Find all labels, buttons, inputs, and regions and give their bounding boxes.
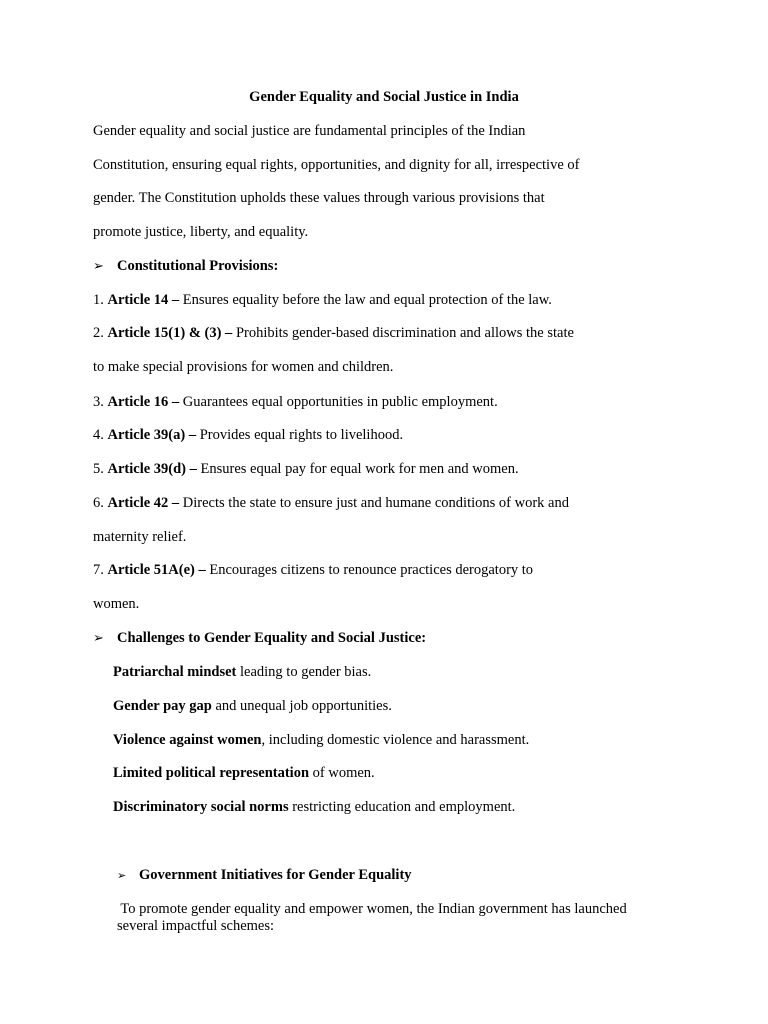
article-number: 6.	[93, 495, 104, 511]
article-item	[93, 494, 569, 512]
challenge-text: of women.	[309, 765, 375, 781]
closing-line-1: To promote gender equality and empower women, the Indian government has launched	[117, 901, 627, 917]
article-number: 1.	[93, 292, 104, 308]
article-text: Encourages citizens to renounce practices derogatory to	[209, 562, 534, 578]
arrow-bullet-icon: ➢	[93, 631, 104, 646]
article-item	[93, 426, 403, 444]
article-item	[93, 561, 533, 579]
article-text: Ensures equal pay for equal work for men and women.	[200, 461, 519, 477]
article-text: Guarantees equal opportunities in public employment.	[182, 394, 498, 410]
document-title: Gender Equality and Social Justice in India	[249, 89, 519, 105]
article-text: Directs the state to ensure just and humane conditions of work and	[182, 495, 569, 511]
article-continuation: maternity relief.	[93, 529, 187, 545]
arrow-bullet-icon: ➢	[93, 259, 104, 274]
challenge-keyword: Gender pay gap	[113, 698, 212, 714]
article-text: Ensures equality before the law and equal protection of the law.	[182, 292, 552, 308]
article-name: Article 39(d) –	[107, 461, 197, 477]
challenge-item	[113, 731, 529, 749]
challenge-item	[113, 764, 375, 782]
article-number: 3.	[93, 394, 104, 410]
article-number: 2.	[93, 325, 104, 341]
intro-line-1: Gender equality and social justice are fundamental principles of the Indian	[93, 123, 526, 139]
challenge-item	[113, 798, 515, 816]
challenge-text: , including domestic violence and harassment.	[261, 732, 530, 748]
article-number: 7.	[93, 562, 104, 578]
arrow-bullet-icon: ➢	[117, 869, 127, 882]
article-name: Article 39(a) –	[107, 427, 197, 443]
challenge-keyword: Violence against women	[113, 732, 262, 748]
section-heading-text: Government Initiatives for Gender Equality	[139, 867, 412, 883]
challenge-item	[113, 663, 371, 681]
article-text: Provides equal rights to livelihood.	[199, 427, 404, 443]
article-continuation: to make special provisions for women and children.	[93, 359, 394, 375]
article-item	[93, 460, 519, 478]
challenge-keyword: Patriarchal mindset	[113, 664, 237, 680]
article-name: Article 16 –	[107, 394, 180, 410]
article-name: Article 15(1) & (3) –	[107, 325, 233, 341]
section-heading-constitutional	[93, 257, 278, 276]
challenge-keyword: Limited political representation	[113, 765, 310, 781]
article-item	[93, 324, 574, 342]
intro-line-4: promote justice, liberty, and equality.	[93, 224, 309, 240]
article-continuation: women.	[93, 596, 140, 612]
article-number: 5.	[93, 461, 104, 477]
challenge-keyword: Discriminatory social norms	[113, 799, 289, 815]
article-name: Article 51A(e) –	[107, 562, 206, 578]
intro-line-3: gender. The Constitution upholds these values through various provisions that	[93, 190, 545, 206]
article-name: Article 14 –	[107, 292, 180, 308]
section-heading-challenges	[93, 629, 426, 648]
article-number: 4.	[93, 427, 104, 443]
challenge-text: and unequal job opportunities.	[211, 698, 392, 714]
article-text: Prohibits gender-based discrimination and allows the state	[235, 325, 574, 341]
article-name: Article 42 –	[107, 495, 180, 511]
article-item	[93, 393, 498, 411]
section-heading-government	[117, 866, 412, 885]
challenge-text: leading to gender bias.	[236, 664, 372, 680]
closing-line-2: several impactful schemes:	[117, 918, 275, 934]
section-heading-text: Challenges to Gender Equality and Social Justice:	[117, 630, 427, 646]
challenge-text: restricting education and employment.	[288, 799, 516, 815]
intro-line-2: Constitution, ensuring equal rights, opportunities, and dignity for all, irrespective of	[93, 157, 580, 173]
challenge-item	[113, 697, 392, 715]
section-heading-text: Constitutional Provisions:	[117, 258, 279, 274]
article-item	[93, 291, 552, 309]
